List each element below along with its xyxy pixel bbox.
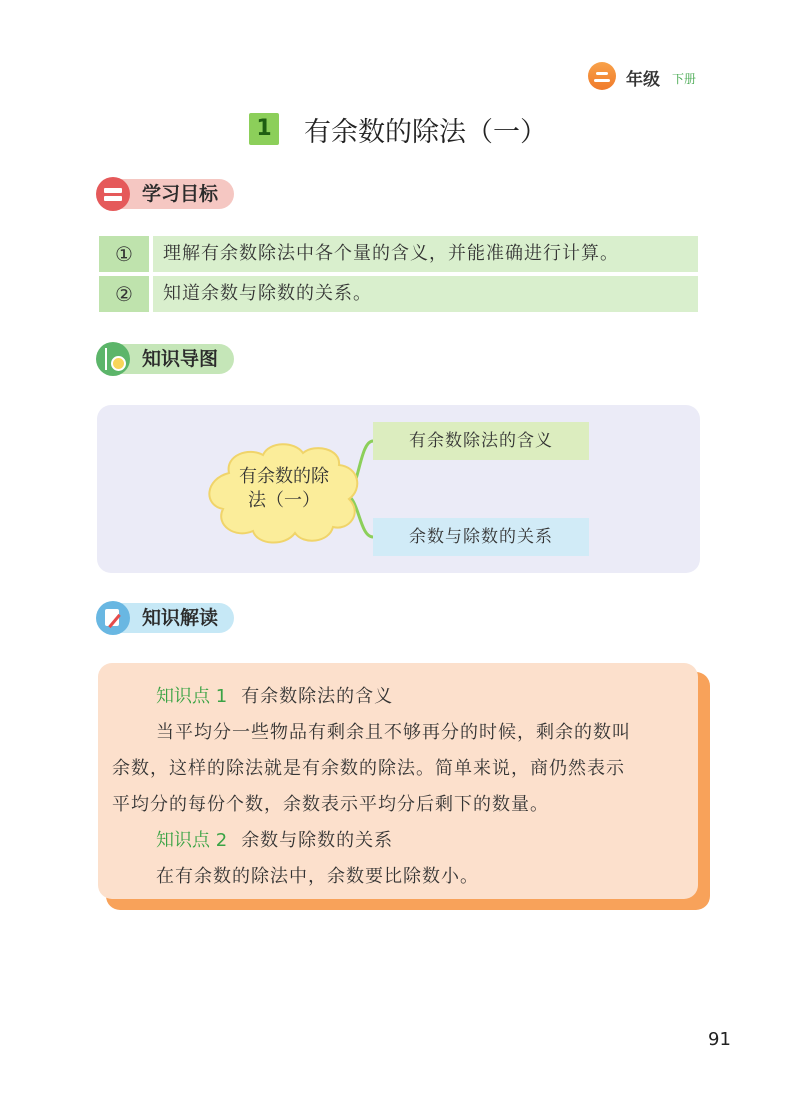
notepad-pencil-icon <box>96 601 130 635</box>
mind-map-branch: 有余数除法的含义 <box>373 422 589 460</box>
knowledge-point-label: 知识点 2 <box>156 830 228 851</box>
section-header-interpret <box>96 601 276 635</box>
paragraph-line: 平均分的每份个数，余数表示平均分后剩下的数量。 <box>112 794 549 815</box>
knowledge-point-title: 余数与除数的关系 <box>241 830 394 851</box>
knowledge-point-2-heading <box>112 823 686 859</box>
knowledge-card <box>98 663 698 899</box>
section-title-map: 知识导图 <box>114 344 234 374</box>
lesson-number: 1 <box>249 113 279 145</box>
goal-number: ② <box>99 276 149 312</box>
goal-row <box>99 276 698 312</box>
goal-text: 知道余数与除数的关系。 <box>153 276 698 312</box>
section-title-goals: 学习目标 <box>114 179 234 209</box>
book-icon <box>96 177 130 211</box>
grade-label: 年级 <box>626 70 660 90</box>
mind-map-branch: 余数与除数的关系 <box>373 518 589 556</box>
section-header-goals <box>96 177 276 211</box>
page-number: 91 <box>708 1029 731 1050</box>
paragraph-line: 在有余数的除法中，余数要比除数小。 <box>156 866 479 887</box>
section-title-interpret: 知识解读 <box>114 603 234 633</box>
section-header-map <box>96 342 276 376</box>
knowledge-body <box>112 679 686 895</box>
knowledge-point-label: 知识点 1 <box>156 686 228 707</box>
flask-icon <box>96 342 130 376</box>
page-title: 有余数的除法（一） <box>304 117 547 148</box>
grade-two-icon <box>588 62 616 90</box>
paragraph-line: 余数，这样的除法就是有余数的除法。简单来说，商仍然表示 <box>112 758 625 779</box>
grade-badge <box>588 62 714 92</box>
goals-table <box>99 236 698 316</box>
knowledge-point-title: 有余数除法的含义 <box>241 686 394 707</box>
goal-number: ① <box>99 236 149 272</box>
mind-map-center <box>219 465 349 513</box>
knowledge-point-1-heading <box>112 679 686 715</box>
paragraph-line: 当平均分一些物品有剩余且不够再分的时候，剩余的数叫 <box>156 722 631 743</box>
center-line-2: 法（一） <box>248 490 320 511</box>
goal-text: 理解有余数除法中各个量的含义，并能准确进行计算。 <box>153 236 698 272</box>
volume-label: 下册 <box>672 72 697 86</box>
goal-row <box>99 236 698 272</box>
mind-map <box>97 405 700 573</box>
center-line-1: 有余数的除 <box>239 466 329 487</box>
